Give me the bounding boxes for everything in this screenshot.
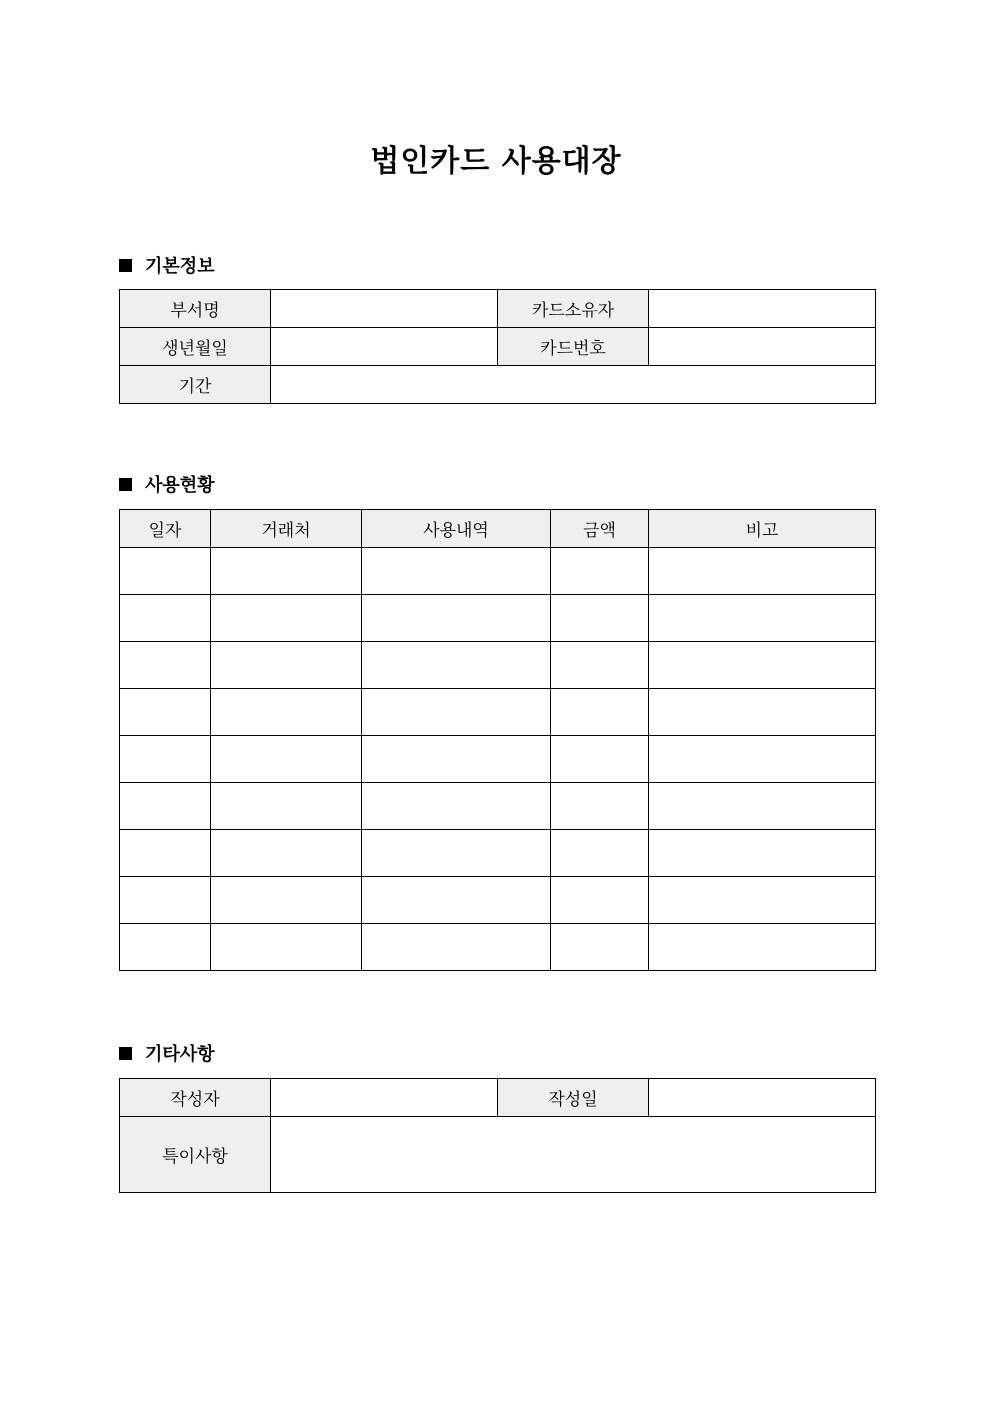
- usage-remarks-cell[interactable]: [649, 689, 876, 736]
- usage-details-cell[interactable]: [362, 642, 551, 689]
- table-row: [120, 290, 876, 328]
- usage-remarks-cell[interactable]: [649, 642, 876, 689]
- usage-table: [119, 509, 876, 971]
- birthdate-field[interactable]: [271, 328, 498, 366]
- table-row: [120, 736, 876, 783]
- usage-remarks-cell[interactable]: [649, 548, 876, 595]
- written-date-field[interactable]: [649, 1079, 876, 1117]
- usage-details-cell[interactable]: [362, 924, 551, 971]
- table-row: [120, 366, 876, 404]
- usage-date-cell[interactable]: [120, 689, 211, 736]
- usage-remarks-cell[interactable]: [649, 924, 876, 971]
- card-owner-field[interactable]: [649, 290, 876, 328]
- usage-date-cell[interactable]: [120, 595, 211, 642]
- other-info-table: [119, 1078, 876, 1193]
- department-field[interactable]: [271, 290, 498, 328]
- usage-vendor-cell[interactable]: [211, 830, 362, 877]
- usage-amount-cell[interactable]: [551, 924, 649, 971]
- section-heading-label: 기타사항: [145, 1044, 215, 1065]
- section-heading-label: 기본정보: [145, 256, 215, 277]
- column-header-vendor: 거래처: [211, 510, 362, 548]
- usage-vendor-cell[interactable]: [211, 924, 362, 971]
- author-field[interactable]: [271, 1079, 498, 1117]
- usage-remarks-cell[interactable]: [649, 783, 876, 830]
- period-label: 기간: [120, 366, 271, 404]
- table-row: [120, 1117, 876, 1193]
- usage-date-cell[interactable]: [120, 877, 211, 924]
- usage-remarks-cell[interactable]: [649, 877, 876, 924]
- usage-vendor-cell[interactable]: [211, 595, 362, 642]
- usage-details-cell[interactable]: [362, 877, 551, 924]
- table-row: [120, 877, 876, 924]
- usage-vendor-cell[interactable]: [211, 736, 362, 783]
- usage-date-cell[interactable]: [120, 548, 211, 595]
- usage-vendor-cell[interactable]: [211, 642, 362, 689]
- usage-details-cell[interactable]: [362, 830, 551, 877]
- card-owner-label: 카드소유자: [498, 290, 649, 328]
- usage-remarks-cell[interactable]: [649, 736, 876, 783]
- birthdate-label: 생년월일: [120, 328, 271, 366]
- period-field[interactable]: [271, 366, 876, 404]
- square-bullet-icon: [119, 1047, 132, 1060]
- usage-date-cell[interactable]: [120, 830, 211, 877]
- usage-date-cell[interactable]: [120, 642, 211, 689]
- table-row: [120, 328, 876, 366]
- card-number-field[interactable]: [649, 328, 876, 366]
- usage-remarks-cell[interactable]: [649, 595, 876, 642]
- usage-remarks-cell[interactable]: [649, 830, 876, 877]
- table-row: [120, 1079, 876, 1117]
- department-label: 부서명: [120, 290, 271, 328]
- column-header-remarks: 비고: [649, 510, 876, 548]
- usage-amount-cell[interactable]: [551, 595, 649, 642]
- usage-details-cell[interactable]: [362, 689, 551, 736]
- usage-amount-cell[interactable]: [551, 783, 649, 830]
- written-date-label: 작성일: [498, 1079, 649, 1117]
- section-heading-usage: [119, 472, 215, 496]
- usage-amount-cell[interactable]: [551, 548, 649, 595]
- usage-vendor-cell[interactable]: [211, 548, 362, 595]
- table-header-row: [120, 510, 876, 548]
- table-row: [120, 548, 876, 595]
- section-heading-label: 사용현황: [145, 475, 215, 496]
- usage-date-cell[interactable]: [120, 924, 211, 971]
- table-row: [120, 689, 876, 736]
- square-bullet-icon: [119, 478, 132, 491]
- usage-details-cell[interactable]: [362, 783, 551, 830]
- table-row: [120, 642, 876, 689]
- notes-label: 특이사항: [120, 1117, 271, 1193]
- usage-amount-cell[interactable]: [551, 642, 649, 689]
- column-header-date: 일자: [120, 510, 211, 548]
- page-title: 법인카드 사용대장: [370, 144, 622, 179]
- usage-amount-cell[interactable]: [551, 877, 649, 924]
- card-number-label: 카드번호: [498, 328, 649, 366]
- author-label: 작성자: [120, 1079, 271, 1117]
- square-bullet-icon: [119, 259, 132, 272]
- section-heading-basic-info: [119, 253, 215, 277]
- usage-details-cell[interactable]: [362, 736, 551, 783]
- section-heading-other: [119, 1041, 215, 1065]
- usage-vendor-cell[interactable]: [211, 689, 362, 736]
- usage-amount-cell[interactable]: [551, 689, 649, 736]
- table-row: [120, 924, 876, 971]
- table-row: [120, 595, 876, 642]
- table-row: [120, 783, 876, 830]
- column-header-amount: 금액: [551, 510, 649, 548]
- usage-details-cell[interactable]: [362, 595, 551, 642]
- usage-date-cell[interactable]: [120, 736, 211, 783]
- usage-amount-cell[interactable]: [551, 736, 649, 783]
- notes-field[interactable]: [271, 1117, 876, 1193]
- usage-details-cell[interactable]: [362, 548, 551, 595]
- usage-date-cell[interactable]: [120, 783, 211, 830]
- basic-info-table: [119, 289, 876, 404]
- usage-amount-cell[interactable]: [551, 830, 649, 877]
- usage-vendor-cell[interactable]: [211, 877, 362, 924]
- table-row: [120, 830, 876, 877]
- column-header-details: 사용내역: [362, 510, 551, 548]
- usage-vendor-cell[interactable]: [211, 783, 362, 830]
